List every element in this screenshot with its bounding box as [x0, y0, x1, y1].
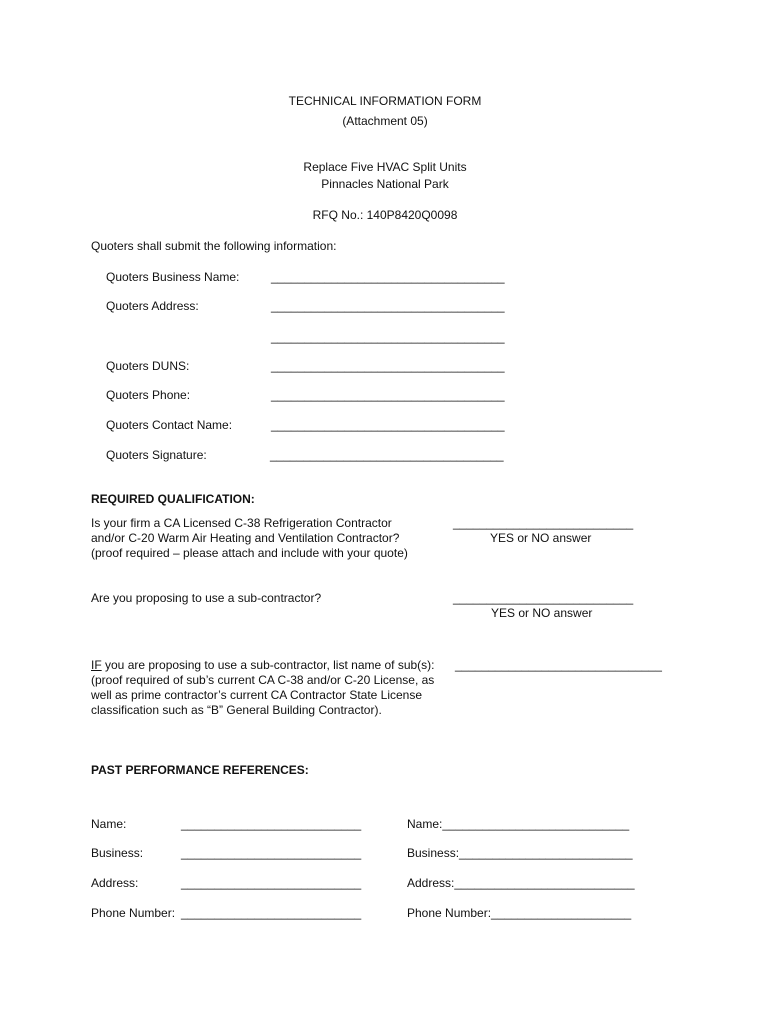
- field-blank-signature[interactable]: ___________________________________: [270, 448, 504, 462]
- question-1-line-2: and/or C-20 Warm Air Heating and Ventilation Contractor?: [91, 531, 400, 545]
- past-performance-heading: PAST PERFORMANCE REFERENCES:: [91, 763, 309, 777]
- question-2-answer-blank[interactable]: ___________________________: [453, 591, 634, 605]
- ref1-blank-business[interactable]: ___________________________: [181, 846, 362, 860]
- ref1-blank-address[interactable]: ___________________________: [181, 876, 362, 890]
- ref1-label-address: Address:: [91, 876, 139, 890]
- ref1-label-phone: Phone Number:: [91, 906, 176, 920]
- field-label-phone: Quoters Phone:: [106, 388, 191, 402]
- field-blank-contact-name[interactable]: ___________________________________: [271, 418, 505, 432]
- project-title: Replace Five HVAC Split Units: [303, 160, 467, 174]
- attachment-label: (Attachment 05): [342, 114, 428, 128]
- question-2: Are you proposing to use a sub-contractor?: [91, 591, 322, 605]
- field-blank-duns[interactable]: ___________________________________: [271, 359, 505, 373]
- field-label-duns: Quoters DUNS:: [106, 359, 190, 373]
- rfq-number: RFQ No.: 140P8420Q0098: [312, 208, 458, 222]
- subcontractor-note-line-2: well as prime contractor’s current CA Contractor State License: [91, 688, 423, 702]
- field-blank-address-1[interactable]: ___________________________________: [271, 299, 505, 313]
- field-label-contact-name: Quoters Contact Name:: [106, 418, 233, 432]
- field-label-address: Quoters Address:: [106, 299, 199, 313]
- ref2-address-field[interactable]: Address:___________________________: [407, 876, 635, 890]
- park-name: Pinnacles National Park: [321, 177, 449, 191]
- subcontractor-question-text: you are proposing to use a sub-contractor, list name of sub(s):: [101, 658, 435, 672]
- question-1-line-3: (proof required – please attach and include with your quote): [91, 546, 408, 560]
- subcontractor-note-line-1: (proof required of sub’s current CA C-38 and/or C-20 License, as: [91, 673, 435, 687]
- ref1-blank-name[interactable]: ___________________________: [181, 817, 362, 831]
- field-label-business-name: Quoters Business Name:: [106, 270, 240, 284]
- field-label-signature: Quoters Signature:: [106, 448, 207, 462]
- ref1-label-business: Business:: [91, 846, 144, 860]
- form-title: TECHNICAL INFORMATION FORM: [288, 94, 482, 108]
- field-blank-address-2[interactable]: ___________________________________: [271, 330, 505, 344]
- ref2-phone-field[interactable]: Phone Number:_____________________: [407, 906, 632, 920]
- ref1-label-name: Name:: [91, 817, 127, 831]
- subcontractor-question: [91, 658, 435, 673]
- field-blank-phone[interactable]: ___________________________________: [271, 388, 505, 402]
- question-1-answer-blank[interactable]: ___________________________: [453, 516, 634, 530]
- question-1-answer-hint: YES or NO answer: [490, 531, 592, 545]
- subcontractor-name-blank[interactable]: _______________________________: [455, 658, 662, 672]
- subcontractor-if: IF: [91, 658, 102, 672]
- field-blank-business-name[interactable]: ___________________________________: [271, 270, 505, 284]
- question-1-line-1: Is your firm a CA Licensed C-38 Refrigeration Contractor: [91, 516, 392, 530]
- ref1-blank-phone[interactable]: ___________________________: [181, 906, 362, 920]
- required-qualification-heading: REQUIRED QUALIFICATION:: [91, 492, 255, 506]
- subcontractor-note-line-3: classification such as “B” General Building Contractor).: [91, 703, 382, 717]
- intro-text: Quoters shall submit the following information:: [91, 239, 337, 253]
- ref2-name-field[interactable]: Name:____________________________: [407, 817, 630, 831]
- question-2-answer-hint: YES or NO answer: [491, 606, 593, 620]
- ref2-business-field[interactable]: Business:__________________________: [407, 846, 633, 860]
